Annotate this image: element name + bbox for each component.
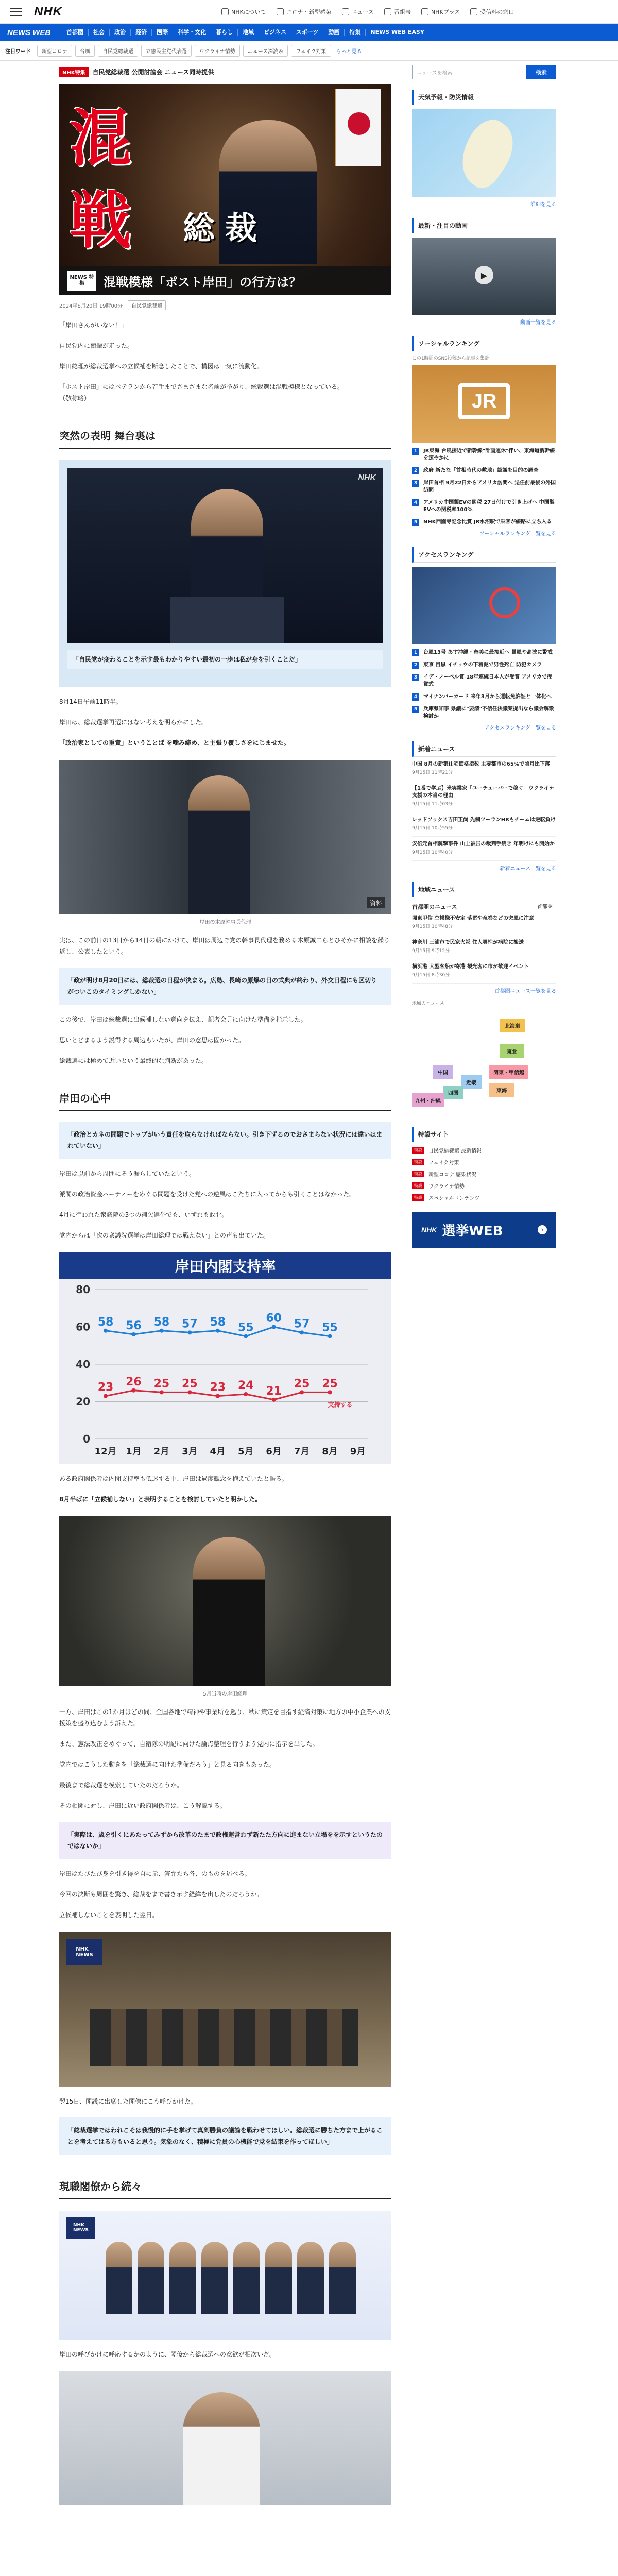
nav-item-life[interactable]: 暮らし bbox=[211, 29, 238, 36]
data-point bbox=[216, 1329, 220, 1333]
new-news-more-link[interactable]: 新着ニュース一覧を見る bbox=[500, 866, 556, 872]
special-site-link[interactable]: 特設 ウクライナ情勢 bbox=[412, 1182, 556, 1190]
quote-box: 「実際は、歳を引くにあたってみずから改革のたまで政権運営わず新たた方向に進まない立場をを示すというたのではないか」 bbox=[59, 1822, 391, 1859]
podium-image bbox=[170, 597, 284, 643]
x-tick-label: 8月 bbox=[322, 1446, 338, 1457]
x-tick-label: 3月 bbox=[182, 1446, 198, 1457]
keyword-chip[interactable]: フェイク対策 bbox=[291, 45, 331, 57]
rank-item[interactable]: 2 政府 新たな「首相時代の敷地」認識を目的の調査 bbox=[412, 467, 556, 474]
candidate-face bbox=[169, 2242, 196, 2314]
banner-nhk-logo: NHK bbox=[421, 1226, 437, 1234]
new-news-title: 新着ニュース bbox=[412, 741, 556, 757]
data-point bbox=[300, 1390, 304, 1394]
rank-number: 2 bbox=[412, 662, 419, 669]
body-paragraph: 岸田はたびたび身を引き得を自に示、答弁たち各、のものを述べる。 bbox=[59, 1870, 251, 1877]
y-tick-label: 40 bbox=[76, 1358, 90, 1370]
nhk-news-logo: NHK NEWS bbox=[66, 1939, 102, 1965]
keyword-chip[interactable]: 台風 bbox=[75, 45, 95, 57]
sidebar bbox=[412, 61, 556, 1248]
special-tag[interactable]: NHK特集 bbox=[59, 67, 89, 77]
region-tohoku[interactable]: 東北 bbox=[500, 1044, 524, 1058]
new-news-box bbox=[412, 741, 556, 872]
data-label: 21 bbox=[266, 1384, 282, 1398]
header-link-schedule[interactable]: 番組表 bbox=[384, 8, 411, 16]
body-paragraph: 岸田は、総裁選挙再選にはない考えを明らかにした。 bbox=[59, 719, 208, 726]
regional-box bbox=[412, 882, 556, 1116]
nav-item-international[interactable]: 国際 bbox=[152, 29, 173, 36]
rank-number: 1 bbox=[412, 448, 419, 455]
x-tick-label: 7月 bbox=[294, 1446, 310, 1457]
data-point bbox=[244, 1392, 248, 1396]
typhoon-map-thumbnail[interactable] bbox=[412, 567, 556, 644]
japan-map-shape bbox=[449, 112, 525, 194]
article-title: 混戦模様「ポスト岸田」の行方は？ bbox=[104, 275, 301, 290]
keyword-more-link[interactable]: もっと見る bbox=[336, 49, 362, 55]
nav-item-economy[interactable]: 経済 bbox=[131, 29, 152, 36]
region-select[interactable]: 首都圏 bbox=[534, 901, 556, 911]
hero-image bbox=[59, 84, 391, 295]
region-shikoku[interactable]: 四国 bbox=[443, 1086, 464, 1099]
data-label: 26 bbox=[126, 1375, 142, 1388]
header-links bbox=[221, 0, 514, 24]
special-site-link[interactable]: 特設 新型コロナ 感染状況 bbox=[412, 1170, 556, 1178]
nav-item-shutoken[interactable]: 首都圏 bbox=[62, 29, 89, 36]
body-paragraph: 今回の決断も周囲を驚き、総裁をまで書き示す経緯を出したのだろうか。 bbox=[59, 1891, 263, 1898]
article-meta bbox=[59, 300, 391, 310]
header-link-plus[interactable]: NHKプラス bbox=[421, 8, 460, 16]
header-link-covid[interactable]: コロナ・新型感染 bbox=[277, 8, 332, 16]
rank-number: 5 bbox=[412, 519, 419, 526]
search-form bbox=[412, 65, 556, 79]
calendar-icon bbox=[384, 8, 391, 15]
fee-icon bbox=[470, 8, 477, 15]
access-more-link[interactable]: アクセスランキング一覧を見る bbox=[484, 725, 556, 731]
rank-number: 4 bbox=[412, 693, 419, 701]
region-map-label: 地域のニュース bbox=[412, 1001, 444, 1006]
keyword-bar bbox=[0, 41, 618, 61]
news-list-item[interactable]: 横浜港 大型客船が寄港 観光客に市が歓迎イベント 9月15日 8時30分 bbox=[412, 959, 556, 984]
candidate-face bbox=[265, 2242, 292, 2314]
photo-quote: 「自民党が変わることを示す最もわかりやすい最初の一歩は私が身を引くことだ」 bbox=[67, 650, 383, 669]
x-tick-label: 2月 bbox=[153, 1446, 170, 1457]
special-site-link[interactable]: 特設 スペシャルコンテンツ bbox=[412, 1194, 556, 1201]
social-ranking-title: ソーシャルランキング bbox=[412, 336, 556, 351]
body-paragraph: この後で、岸田は総裁選に出候補しない意向を伝え、記者会見に向けた準備を指示した。 bbox=[59, 1016, 307, 1023]
special-sites-title: 特設サイト bbox=[412, 1127, 556, 1142]
y-tick-label: 0 bbox=[83, 1433, 90, 1445]
x-tick-label: 9月 bbox=[350, 1446, 366, 1457]
kihara-photo bbox=[59, 760, 391, 914]
data-label: 25 bbox=[153, 1377, 170, 1391]
nhk-watermark: NHK bbox=[358, 473, 376, 482]
data-point bbox=[160, 1329, 164, 1333]
x-tick-label: 12月 bbox=[94, 1446, 117, 1457]
rank-number: 3 bbox=[412, 674, 419, 681]
keyword-chip[interactable]: 立憲民主党代表選 bbox=[141, 45, 192, 57]
body-paragraph: 「政治家としての重責」ということば を噛み締め、と主張り覆しさをにじませた。 bbox=[59, 739, 290, 747]
data-label: 23 bbox=[97, 1381, 114, 1394]
data-label: 57 bbox=[182, 1317, 198, 1331]
intro-paragraph: 岸田総理が総裁選挙への立候補を断念したことで、構図は一気に流動化。 bbox=[59, 363, 263, 370]
person-silhouette bbox=[183, 2392, 260, 2505]
data-label: 23 bbox=[210, 1381, 226, 1394]
body-paragraph: 実は、この前日の13日から14日の朝にかけて、岸田は周辺で党の幹事長代理を務める木原誠二らとひそかに相談を繰り返し、公表したという。 bbox=[59, 937, 390, 955]
data-label: 25 bbox=[294, 1377, 310, 1391]
nav-item-region[interactable]: 地域 bbox=[238, 29, 259, 36]
region-hokkaido[interactable]: 北海道 bbox=[500, 1019, 525, 1032]
data-label: 58 bbox=[210, 1315, 226, 1329]
special-badge: 特設 bbox=[412, 1171, 424, 1177]
nav-item-science[interactable]: 科学・文化 bbox=[173, 29, 211, 36]
hero-big-char-2: 戦 bbox=[70, 184, 131, 257]
search-input[interactable]: ニュースを検索 bbox=[412, 65, 526, 79]
rank-number: 4 bbox=[412, 499, 419, 506]
chart-plot bbox=[59, 1279, 391, 1464]
data-label: 58 bbox=[153, 1315, 170, 1329]
nav-item-politics[interactable]: 政治 bbox=[110, 29, 131, 36]
nhk-news-logo: NHK NEWS bbox=[66, 2217, 95, 2239]
body-paragraph: 8月14日午前11時半。 bbox=[59, 698, 123, 705]
body-paragraph: 派閥の政治資金パーティーをめぐる問題を受けた党への逆風はこたちに入ってからも引くことはなかった。 bbox=[59, 1191, 356, 1198]
data-point bbox=[131, 1388, 135, 1393]
nav-item-special[interactable]: 特集 bbox=[345, 29, 366, 36]
hero-caption-bar bbox=[59, 266, 391, 295]
search-button[interactable]: 検索 bbox=[526, 65, 556, 79]
access-ranking bbox=[412, 547, 556, 731]
body-paragraph: 岸田の呼びかけに呼応するかのように、閣僚から総裁選への意欲が相次いだ。 bbox=[59, 2351, 276, 2358]
top-header bbox=[0, 0, 618, 24]
news-web-logo[interactable]: NEWS WEB bbox=[7, 28, 51, 37]
section-heading: 現職閣僚から続々 bbox=[59, 2178, 391, 2199]
special-badge: 特設 bbox=[412, 1147, 424, 1154]
rank-item[interactable]: 1 JR東海 台風接近で新幹線"計画運休"伴い、東海道新幹線を速やかに bbox=[412, 448, 556, 462]
region-map bbox=[412, 1008, 556, 1116]
data-label: 56 bbox=[126, 1319, 142, 1332]
weather-box bbox=[412, 90, 556, 208]
data-label: 57 bbox=[294, 1317, 310, 1331]
y-tick-label: 80 bbox=[76, 1283, 90, 1296]
cabinet-meeting-photo bbox=[59, 1932, 391, 2087]
special-badge: 特設 bbox=[412, 1182, 424, 1189]
data-point bbox=[160, 1390, 164, 1394]
data-point bbox=[328, 1334, 332, 1338]
header-link-about[interactable]: NHKについて bbox=[221, 8, 266, 16]
candidates-graphic bbox=[59, 2211, 391, 2340]
section-heading: 岸田の心中 bbox=[59, 1090, 391, 1111]
senkyo-web-banner[interactable] bbox=[412, 1212, 556, 1248]
highlight-label: 支持する bbox=[328, 1401, 353, 1409]
person-silhouette bbox=[193, 1537, 265, 1686]
data-point bbox=[300, 1330, 304, 1334]
rank-number: 3 bbox=[412, 480, 419, 487]
data-point bbox=[104, 1329, 108, 1333]
jr-logo-image: JR bbox=[458, 383, 510, 419]
article-tagrow bbox=[59, 67, 391, 77]
weather-title: 天気予報・防災情報 bbox=[412, 90, 556, 105]
menu-icon[interactable] bbox=[10, 8, 22, 16]
news-list-item[interactable]: 関東甲信 空模様不安定 落雷や竜巻などの突風に注意 9月15日 10時48分 bbox=[412, 911, 556, 935]
data-point bbox=[187, 1330, 192, 1334]
region-chugoku[interactable]: 中国 bbox=[433, 1065, 453, 1079]
rank-number: 2 bbox=[412, 467, 419, 474]
data-label: 55 bbox=[237, 1321, 254, 1334]
rank-item[interactable]: 5 兵庫県知事 県議に"要請"不信任決議案提出なら議会解散検討か bbox=[412, 706, 556, 720]
data-point bbox=[272, 1325, 276, 1329]
rank-item[interactable]: 4 アメリカ中国製EVの関税 27日付けで引き上げへ 中国製EVへの関税率100% bbox=[412, 499, 556, 514]
intro-paragraph: 「ポスト岸田」にはベテランから若手までさまざまな名前が挙がり、総裁選は混戦模様となっている。 （敬称略） bbox=[59, 383, 344, 402]
intro-paragraph: 自民党内に衝撃が走った。 bbox=[59, 342, 134, 349]
body-paragraph: 党内ではこうした動きを「総裁選に向けた準備だろう」と見る向きもあった。 bbox=[59, 1761, 276, 1768]
body-paragraph: 翌15日、閣議に出席した閣僚にこう呼びかけた。 bbox=[59, 2098, 197, 2105]
body-paragraph: その相関に対し、岸田に近い政府関係者は、こう解説する。 bbox=[59, 1802, 227, 1809]
article-date: 2024年8月20日 19時00分 bbox=[59, 303, 123, 309]
data-label: 24 bbox=[237, 1379, 254, 1392]
ranking-thumbnail[interactable] bbox=[412, 365, 556, 443]
data-label: 25 bbox=[182, 1377, 198, 1391]
data-label: 55 bbox=[322, 1321, 338, 1334]
japan-flag-image bbox=[335, 89, 381, 166]
x-tick-label: 4月 bbox=[210, 1446, 226, 1457]
body-paragraph: 岸田は以前から周囲にそう漏らしていたという。 bbox=[59, 1170, 196, 1177]
body-paragraph: 党内からは「次の衆議院選挙は岸田総理では戦えない」との声も出ていた。 bbox=[59, 1232, 270, 1239]
x-tick-label: 6月 bbox=[266, 1446, 282, 1457]
header-link-fee[interactable]: 受信料の窓口 bbox=[470, 8, 514, 16]
video-title: 最新・注目の動画 bbox=[412, 218, 556, 233]
keyword-chip[interactable]: ニュース深読み bbox=[243, 45, 288, 57]
person-silhouette bbox=[188, 775, 250, 914]
keyword-chip[interactable]: ウクライナ情勢 bbox=[195, 45, 240, 57]
region-tokai[interactable]: 東海 bbox=[489, 1083, 514, 1097]
photo-caption: 岸田の木原幹事長代理 bbox=[199, 920, 251, 925]
photo-caption: 5月当時の岸田総理 bbox=[203, 1691, 248, 1697]
news-list-item[interactable]: 神奈川 三浦市で民家火災 住人男性が病院に搬送 9月15日 9時12分 bbox=[412, 935, 556, 959]
photo-frame bbox=[67, 468, 383, 643]
data-label: 60 bbox=[266, 1312, 282, 1325]
social-note: この1時間のSNS投稿から記事を集計 bbox=[412, 356, 489, 361]
y-tick-label: 60 bbox=[76, 1320, 90, 1333]
special-tag-title[interactable]: 自民党総裁選 公開討論会 ニュース同時提供 bbox=[92, 69, 214, 76]
news-list-item[interactable]: 中国 8月の新築住宅価格指数 主要都市の65%で前月比下落 9月15日 11時21分 bbox=[412, 757, 556, 781]
keyword-chip[interactable]: 新型コロナ bbox=[37, 45, 72, 57]
keyword-label: 注目ワード bbox=[5, 49, 31, 55]
rank-number: 1 bbox=[412, 649, 419, 656]
regional-subtitle: 首都圏のニュース bbox=[412, 904, 457, 910]
data-point bbox=[187, 1390, 192, 1394]
quote-box: 「政治とカネの問題でトップがいう責任を取らなければならない。引き下ずるのでおさまらない状況には違いはまれていない」 bbox=[59, 1122, 391, 1159]
nav-item-society[interactable]: 社会 bbox=[89, 29, 110, 36]
region-kinki[interactable]: 近畿 bbox=[461, 1075, 482, 1089]
rank-item[interactable]: 5 NHK西園寺記念比賞 JR水沼駅で乗客が線路に立ち入る bbox=[412, 519, 556, 526]
tv-icon bbox=[421, 8, 428, 15]
body-paragraph: また、憲法改正をめぐって、自衛隊の明記に向けた論点整理を行うよう党内に指示を出した。 bbox=[59, 1740, 319, 1748]
hero-sosai-text: 総裁 bbox=[183, 209, 268, 247]
x-tick-label: 1月 bbox=[126, 1446, 142, 1457]
minister-photo bbox=[59, 2371, 391, 2505]
news-list-item[interactable]: 【1番で学ぶ】米実業家「ユーチューバーで稼ぐ」ウクライナ支援の本当の理由 9月15日 11時03分 bbox=[412, 781, 556, 812]
hero-news-badge: NEWS 特集 bbox=[67, 271, 96, 291]
special-badge: 特設 bbox=[412, 1159, 424, 1165]
rank-item[interactable]: 3 岸田首相 9月22日からアメリカ訪問へ 退任前最後の外国訪問 bbox=[412, 480, 556, 494]
main-nav bbox=[0, 24, 618, 41]
social-ranking bbox=[412, 336, 556, 537]
candidate-face bbox=[138, 2242, 164, 2314]
meeting-table-image bbox=[90, 2009, 358, 2066]
special-site-link[interactable]: 特設 自民党総裁選 最新情報 bbox=[412, 1146, 556, 1154]
news-icon bbox=[342, 8, 349, 15]
access-ranking-title: アクセスランキング bbox=[412, 547, 556, 563]
special-badge: 特設 bbox=[412, 1194, 424, 1201]
data-label: 25 bbox=[322, 1377, 338, 1391]
keyword-chip[interactable]: 自民党総裁選 bbox=[98, 45, 138, 57]
regional-title: 地域ニュース bbox=[412, 882, 556, 897]
body-paragraph: 総裁選には極めて近いという最終的な判断があった。 bbox=[59, 1057, 208, 1064]
data-point bbox=[272, 1398, 276, 1402]
nav-item-sports[interactable]: スポーツ bbox=[291, 29, 324, 36]
press-conference-photo bbox=[59, 460, 391, 687]
weather-map[interactable] bbox=[412, 109, 556, 197]
rank-number: 5 bbox=[412, 706, 419, 713]
chart-title: 岸田内閣支持率 bbox=[59, 1252, 391, 1279]
header-link-news[interactable]: ニュース bbox=[342, 8, 374, 16]
special-sites-box bbox=[412, 1127, 556, 1201]
body-paragraph: 最後まで総裁選を模索していたのだろうか。 bbox=[59, 1782, 183, 1789]
rank-item[interactable]: 1 台風13号 あす沖縄・奄美に最接近へ 暴風や高波に警戒 bbox=[412, 649, 556, 656]
candidate-face bbox=[106, 2242, 132, 2314]
kishida-may-photo bbox=[59, 1516, 391, 1686]
intro-paragraph: 「岸田さんがいない！」 bbox=[59, 321, 128, 329]
body-paragraph: ある政府関係者は内閣支持率も低迷する中、岸田は過度観念を抱えていたと語る。 bbox=[59, 1475, 288, 1482]
banner-title: 選挙WEB bbox=[442, 1223, 503, 1239]
nav-item-video[interactable]: 動画 bbox=[323, 29, 345, 36]
candidate-face bbox=[297, 2242, 324, 2314]
data-point bbox=[216, 1394, 220, 1398]
news-list-item[interactable]: レッドソックス吉田正尚 先制ツーランHRもチームは逆転負け 9月15日 10時55分 bbox=[412, 812, 556, 837]
candidate-face bbox=[233, 2242, 260, 2314]
rank-item[interactable]: 2 東京 目黒 イチョウの下着泥で男性死亡 防犯カメラ bbox=[412, 662, 556, 669]
body-paragraph: 8月半ばに「立候補しない」と表明することを検討していたと明かした。 bbox=[59, 1496, 262, 1503]
body-paragraph: 思いとどまるよう説得する周辺もいたが、岸田の意思は固かった。 bbox=[59, 1037, 245, 1044]
body-paragraph: 4月に行われた衆議院の3つの補欠選挙でも、いずれも敗北。 bbox=[59, 1211, 228, 1218]
news-list-item[interactable]: 安倍元首相銃撃事件 山上被告の裁判手続き 年明けにも開始か 9月15日 10時40分 bbox=[412, 837, 556, 861]
regional-more-link[interactable]: 首都圏ニュース一覧を見る bbox=[494, 989, 556, 994]
data-point bbox=[131, 1332, 135, 1336]
data-point bbox=[104, 1394, 108, 1398]
chevron-right-icon: › bbox=[538, 1225, 547, 1234]
rank-item[interactable]: 3 イデ・ノーベル賞 18年連続日本人が受賞 アメリカで授賞式 bbox=[412, 674, 556, 688]
candidate-face bbox=[329, 2242, 356, 2314]
approval-chart bbox=[59, 1252, 391, 1464]
play-icon[interactable]: ▶ bbox=[475, 266, 493, 284]
data-point bbox=[244, 1334, 248, 1338]
rank-item[interactable]: 4 マイナンバーカード 来年3月から運転免許証と一体化へ bbox=[412, 693, 556, 701]
nav-item-business[interactable]: ビジネス bbox=[259, 29, 291, 36]
nhk-logo[interactable]: NHK bbox=[34, 4, 62, 19]
quote-box: 「総裁選挙ではわれこそは我慢的に手を挙げて真剣勝負の議論を戦わせてほしい。総裁選に勝ちた方まで上がることを考えてはる方もいると思う。気象のなく、積極に党員の心機能で党を結束を作ってほしい」 bbox=[59, 2117, 391, 2155]
special-site-link[interactable]: 特設 フェイク対策 bbox=[412, 1158, 556, 1166]
candidate-faces bbox=[106, 2242, 356, 2314]
body-paragraph: 一方、岸田はこの1か月ほどの間、全国各地で精神や事業所を巡り、秋に策定を目指す経済対策に地方の中小企業への支援策を盛り込むよう訴えた。 bbox=[59, 1708, 391, 1727]
nav-item-easy[interactable]: NEWS WEB EASY bbox=[370, 29, 424, 36]
y-tick-label: 20 bbox=[76, 1395, 90, 1408]
candidate-face bbox=[201, 2242, 228, 2314]
x-tick-label: 5月 bbox=[237, 1446, 254, 1457]
quote-box: 「政が明け8月20日には、総裁選の日程が決まる。広島、長崎の原爆の日の式典が終わり、外交日程にも区切りがついこのタイミングしかない」 bbox=[59, 968, 391, 1005]
social-more-link[interactable]: ソーシャルランキング一覧を見る bbox=[479, 531, 556, 537]
info-icon bbox=[221, 8, 229, 15]
video-thumbnail[interactable] bbox=[412, 238, 556, 315]
body-paragraph: 立候補しないことを表明した翌日。 bbox=[59, 1911, 159, 1919]
data-point bbox=[328, 1390, 332, 1394]
section-heading: 突然の表明 舞台裏は bbox=[59, 428, 391, 449]
video-more-link[interactable]: 動画一覧を見る bbox=[520, 320, 556, 326]
video-box bbox=[412, 218, 556, 326]
article-main bbox=[59, 61, 391, 2505]
weather-more-link[interactable]: 詳細を見る bbox=[530, 202, 556, 208]
typhoon-circle-image bbox=[489, 587, 520, 618]
photo-label: 資料 bbox=[367, 897, 385, 908]
data-label: 58 bbox=[97, 1315, 114, 1329]
region-kanto[interactable]: 関東・甲信越 bbox=[489, 1065, 528, 1079]
hero-big-char-1: 混 bbox=[70, 102, 131, 175]
topic-chip[interactable]: 自民党総裁選 bbox=[128, 300, 166, 310]
virus-icon bbox=[277, 8, 284, 15]
region-kyushu[interactable]: 九州・沖縄 bbox=[412, 1093, 444, 1107]
